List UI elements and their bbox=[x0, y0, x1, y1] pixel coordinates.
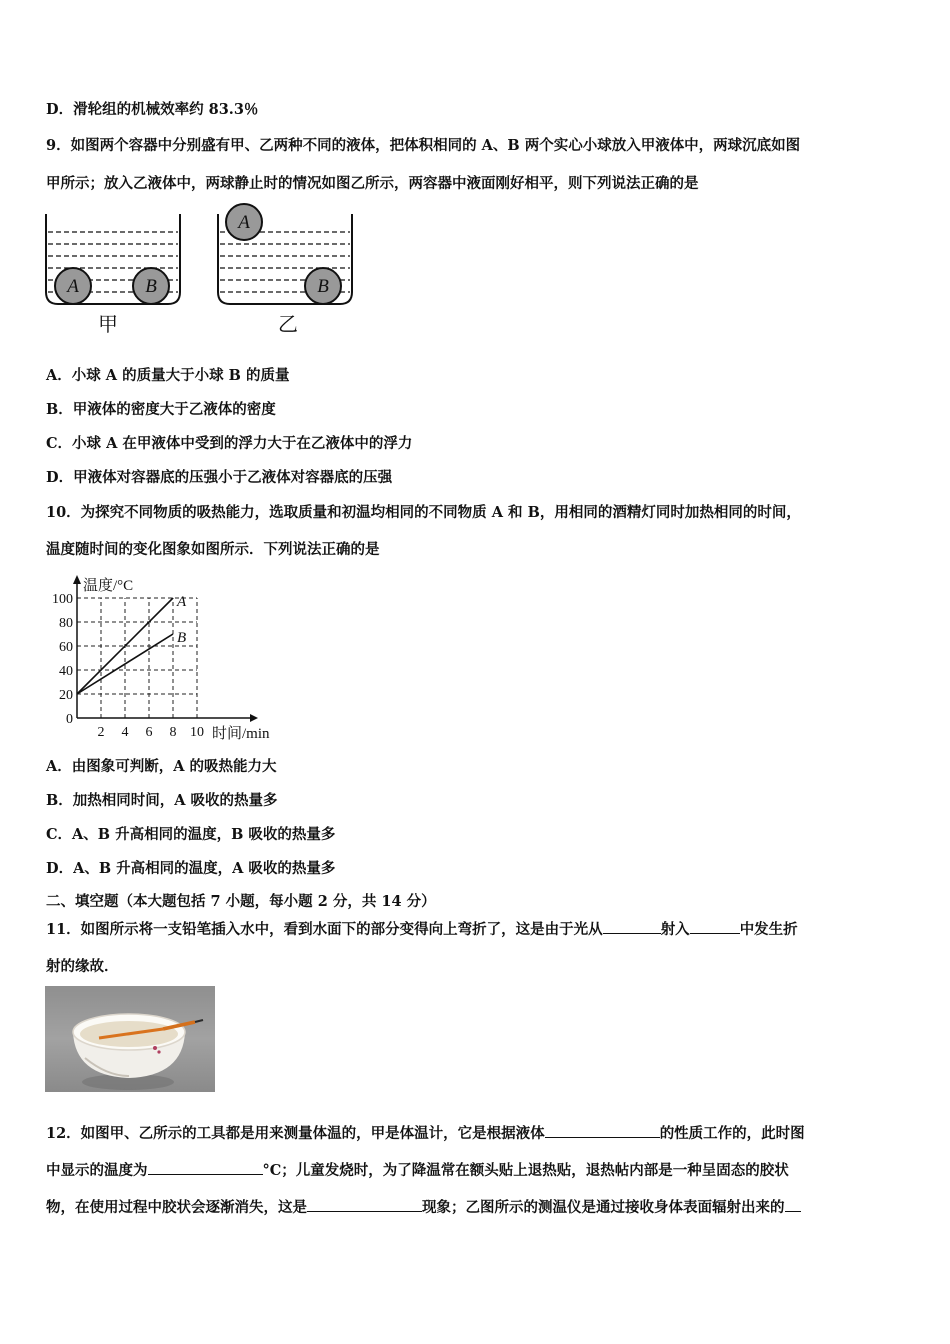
q12-blank-3[interactable] bbox=[307, 1197, 422, 1212]
q11-blank-1[interactable] bbox=[603, 919, 661, 934]
q12-text-3b: 现象；乙图所示的测温仪是通过接收身体表面辐射出来的 bbox=[422, 1199, 785, 1216]
q9-option-a: A．小球 A 的质量大于小球 B 的质量 bbox=[46, 367, 290, 384]
q12-line3 bbox=[46, 1197, 801, 1218]
q12-blank-1[interactable] bbox=[545, 1123, 660, 1138]
x-axis-label: 时间/min bbox=[212, 726, 270, 742]
q12-line1 bbox=[46, 1123, 805, 1144]
q10-option-b: B．加热相同时间，A 吸收的热量多 bbox=[46, 792, 278, 809]
y-axis-label: 温度/°C bbox=[83, 578, 134, 594]
q9-option-b: B．甲液体的密度大于乙液体的密度 bbox=[46, 401, 276, 418]
x-tick-label-2: 2 bbox=[97, 725, 105, 740]
x-tick-label-4: 4 bbox=[121, 725, 129, 740]
q9-container-figure bbox=[40, 200, 370, 340]
q12-blank-2[interactable] bbox=[148, 1160, 263, 1175]
ball-a-yi-label: A bbox=[238, 212, 250, 233]
q12-text-3a: 物，在使用过程中胶状会逐渐消失，这是 bbox=[46, 1199, 307, 1216]
section-heading: 二、填空题（本大题包括 7 小题，每小题 2 分，共 14 分） bbox=[46, 893, 436, 910]
container-jia bbox=[46, 214, 180, 336]
x-axis-arrow bbox=[250, 714, 258, 722]
ball-b-jia-label: B bbox=[145, 276, 157, 297]
x-tick-label-10: 10 bbox=[190, 725, 204, 740]
q11-blank-2[interactable] bbox=[690, 919, 740, 934]
series-line-B bbox=[77, 634, 173, 694]
y-tick-label-80: 80 bbox=[59, 616, 73, 631]
q9-option-c: C．小球 A 在甲液体中受到的浮力大于在乙液体中的浮力 bbox=[46, 435, 413, 452]
q11-line1 bbox=[46, 919, 798, 940]
q11-text-part3: 中发生折 bbox=[739, 921, 798, 938]
q11-text-part1: 11．如图所示将一支铅笔插入水中，看到水面下的部分变得向上弯折了，这是由于光从 bbox=[46, 921, 603, 938]
container-yi bbox=[218, 204, 352, 336]
x-tick-label-6: 6 bbox=[145, 725, 153, 740]
x-tick-label-8: 8 bbox=[169, 725, 177, 740]
q10-stem-line1: 10．为探究不同物质的吸热能力，选取质量和初温均相同的不同物质 A 和 B，用相同的酒精灯同时加热相同的时间， bbox=[46, 504, 801, 521]
label-yi: 乙 bbox=[278, 314, 298, 336]
q12-blank-4[interactable] bbox=[785, 1197, 801, 1212]
q12-text-2a: 中显示的温度为 bbox=[46, 1162, 148, 1179]
y-tick-label-60: 60 bbox=[59, 640, 73, 655]
y-tick-label-40: 40 bbox=[59, 664, 73, 679]
pencil-in-water-photo bbox=[45, 986, 215, 1092]
y-tick-label-100: 100 bbox=[52, 592, 73, 607]
label-jia: 甲 bbox=[98, 314, 118, 336]
y-tick-label-20: 20 bbox=[59, 688, 73, 703]
q12-text-1a: 12．如图甲、乙所示的工具都是用来测量体温的，甲是体温计，它是根据液体 bbox=[46, 1125, 545, 1142]
q10-option-c: C．A、B 升高相同的温度，B 吸收的热量多 bbox=[46, 826, 336, 843]
q12-line2 bbox=[46, 1160, 789, 1181]
q11-line2: 射的缘故． bbox=[46, 958, 119, 975]
series-label-B: B bbox=[177, 630, 187, 646]
q10-option-a: A．由图象可判断，A 的吸热能力大 bbox=[46, 758, 277, 775]
q10-stem-line2: 温度随时间的变化图象如图所示．下列说法正确的是 bbox=[46, 541, 380, 558]
q11-text-part2: 射入 bbox=[660, 921, 690, 938]
q10-temperature-chart bbox=[40, 570, 290, 745]
q12-text-2b: °C；儿童发烧时，为了降温常在额头贴上退热贴，退热帖内部是一种呈固态的胶状 bbox=[262, 1162, 789, 1179]
ball-b-yi-label: B bbox=[317, 276, 329, 297]
series-label-A: A bbox=[177, 594, 187, 610]
y-axis-arrow bbox=[73, 575, 81, 584]
q9-stem-line2: 甲所示；放入乙液体中，两球静止时的情况如图乙所示，两容器中液面刚好相平，则下列说法正确的是 bbox=[46, 175, 699, 192]
q9-option-d: D．甲液体对容器底的压强小于乙液体对容器底的压强 bbox=[46, 469, 393, 486]
q9-stem-line1: 9．如图两个容器中分别盛有甲、乙两种不同的液体，把体积相同的 A、B 两个实心小球放入甲液体中，两球沉底如图 bbox=[46, 137, 801, 154]
q10-option-d: D．A、B 升高相同的温度，A 吸收的热量多 bbox=[46, 860, 336, 877]
q12-text-1b: 的性质工作的，此时图 bbox=[659, 1125, 805, 1142]
q8-option-d: D．滑轮组的机械效率约 83.3％ bbox=[46, 101, 259, 118]
ball-a-jia-label: A bbox=[67, 276, 79, 297]
y-tick-label-0: 0 bbox=[66, 712, 73, 727]
